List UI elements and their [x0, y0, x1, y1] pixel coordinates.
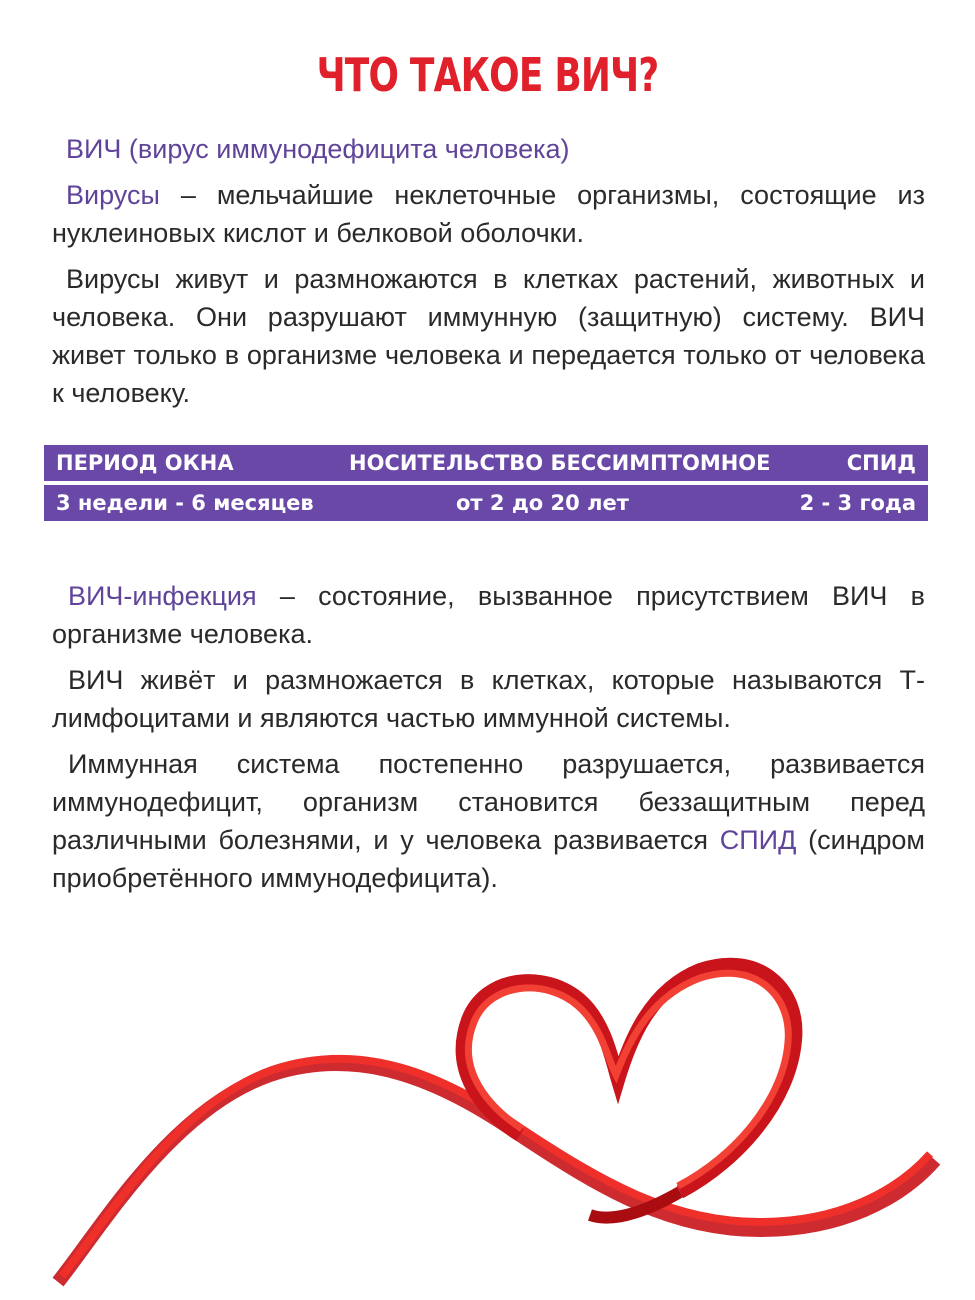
stages-header-band: [44, 445, 928, 481]
immune-text-after: (синдром приобретённого иммунодефицита).: [52, 825, 925, 893]
aids-term: СПИД: [719, 825, 797, 855]
stage-header-aids: СПИД: [846, 451, 916, 475]
hiv-definition: [52, 130, 925, 168]
red-ribbon-heart-image: [0, 930, 975, 1300]
infection-paragraph: [52, 577, 925, 653]
stage-header-carrier: НОСИТЕЛЬСТВО БЕССИМПТОМНОЕ: [349, 451, 771, 475]
lymphocytes-paragraph: ВИЧ живёт и размножается в клетках, которые называются Т-лимфоцитами и являются частью иммунной системы.: [52, 665, 925, 733]
stage-header-window: ПЕРИОД ОКНА: [56, 451, 234, 475]
hiv-definition-text: ВИЧ (вирус иммунодефицита человека): [66, 134, 570, 164]
page-title: ЧТО ТАКОЕ ВИЧ?: [316, 48, 659, 102]
viruses-term: Вирусы: [66, 180, 160, 210]
immune-text-before: Иммунная система постепенно разрушается, развивается иммунодефицит, организм становится беззащитным перед различными болезнями, и у человека развивается: [52, 749, 925, 855]
infection-term: ВИЧ-инфекция: [68, 581, 257, 611]
infection-text: – состояние, вызванное присутствием ВИЧ в организме человека.: [52, 581, 925, 649]
stage-duration-window: 3 недели - 6 месяцев: [56, 491, 314, 515]
stages-duration-band: [44, 485, 928, 521]
immune-paragraph: [52, 745, 925, 897]
stage-duration-aids: 2 - 3 года: [799, 491, 916, 515]
viruses-paragraph: [52, 176, 925, 252]
stage-duration-carrier: от 2 до 20 лет: [456, 491, 629, 515]
viruses-text: – мельчайшие неклеточные организмы, состоящие из нуклеиновых кислот и белковой оболочки.: [52, 180, 925, 248]
viruses-life-paragraph: Вирусы живут и размножаются в клетках растений, животных и человека. Они разрушают иммунную (защитную) систему. ВИЧ живет только в организме человека и передается только от человека к человеку.: [52, 264, 925, 408]
